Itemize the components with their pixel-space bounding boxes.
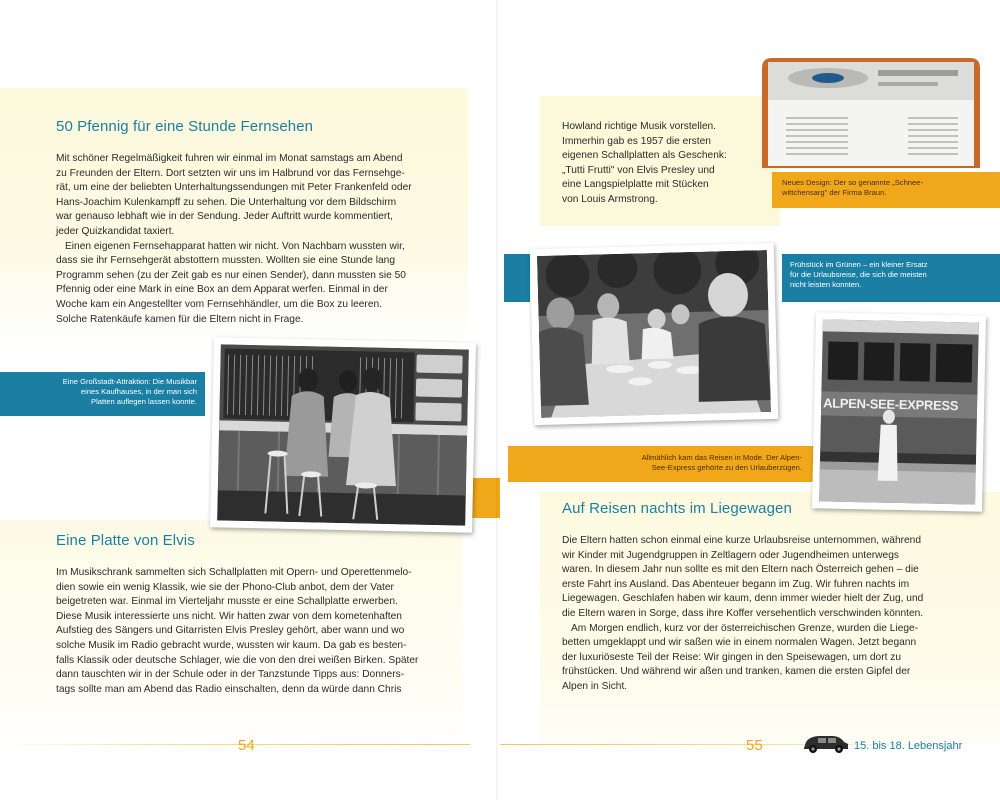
text-line: solche Musik im Radio gebracht wurde, wussten wir kaum. Da gab es besten-	[56, 639, 407, 651]
caption-line: nicht leisten konnten.	[790, 280, 862, 289]
text-line: Solche Ratenkäufe kamen für die Eltern nicht in Frage.	[56, 313, 304, 325]
paragraph-travel-2	[562, 622, 972, 695]
text-line: jeder Quizkandidat taxiert.	[56, 225, 175, 237]
photo-music-bar	[210, 337, 476, 532]
caption-line: Allmählich kam das Reisen in Mode. Der Alpen-	[641, 453, 802, 462]
caption-line: See-Express gehörte zu den Urlauberzügen.	[651, 463, 802, 472]
article-heading-elvis: Eine Platte von Elvis	[56, 532, 195, 549]
text-line: Immerhin gab es 1957 die ersten	[562, 135, 711, 147]
paragraph-elvis	[56, 566, 456, 697]
text-line: „Tutti Frutti" von Elvis Presley und	[562, 164, 715, 176]
text-line: betten umgeklappt und wir saßen wie in einem normalen Wagen. Jetzt begann	[562, 637, 917, 649]
page-number-left: 54	[238, 737, 255, 754]
article-body-travel	[562, 534, 972, 695]
article-body-elvis	[56, 566, 456, 697]
paragraph-travel-1	[562, 534, 972, 622]
article-continuation	[562, 120, 762, 208]
text-line: falls Klassik oder deutsche Schlager, wie die von den drei weißen Birken. Später	[56, 654, 419, 666]
text-line: Im Musikschrank sammelten sich Schallplatten mit Opern- und Operettenmelo-	[56, 567, 412, 578]
text-line: von Louis Armstrong.	[562, 193, 658, 205]
text-line: frühstücken. Und während wir aßen und tranken, kamen die ersten Gipfel der	[562, 666, 911, 678]
photo-radio	[758, 56, 984, 172]
text-line: beigetreten war. Einmal im Vierteljahr musste er eine Schallplatte erwerben.	[56, 596, 398, 608]
chapter-label: 15. bis 18. Lebensjahr	[854, 740, 963, 752]
photo-train	[812, 312, 986, 512]
text-line: war genauso lebhaft wie in der Sendung. Jeder Auftritt wurde kommentiert,	[56, 211, 393, 223]
text-line: dann tauschten wir in der Schule oder in der Tanzstunde Tipps aus: Donners-	[56, 669, 405, 681]
picnic-illustration	[537, 250, 771, 418]
article-body-tv	[56, 152, 456, 327]
caption-line: Eine Großstadt-Attraktion: Die Musikbar	[62, 377, 197, 386]
train-sign: ALPEN-SEE-EXPRESS	[823, 395, 959, 414]
caption-picnic	[782, 254, 1000, 302]
caption-design	[772, 172, 1000, 208]
caption-line: Frühstück im Grünen – ein kleiner Ersatz	[790, 260, 928, 269]
caption-line: wittchensarg" der Firma Braun.	[782, 188, 887, 197]
text-line: Diese Musik interessierte uns nicht. Wir hatten zwar von dem kometenhaften	[56, 610, 402, 622]
radio-phonograph-illustration	[758, 56, 984, 172]
text-line: Mit schöner Regelmäßigkeit fuhren wir einmal im Monat samstags am Abend	[56, 153, 403, 164]
paragraph-continuation	[562, 120, 762, 208]
caption-music-bar	[0, 372, 205, 416]
text-line: waren. In diesem Jahr nun sollte es mit den Eltern nach Österreich gehen – die	[562, 564, 919, 576]
caption-line: eines Kaufhauses, in der man sich	[80, 387, 197, 396]
text-line: Woche kam ein Angestellter vom Fernsehhändler, um die Box zu leeren.	[56, 298, 382, 310]
text-line: tags sollte man am Abend das Radio einschalten, denn da würde dann Chris	[56, 683, 402, 695]
music-bar-illustration	[217, 344, 469, 525]
car-icon	[800, 732, 852, 754]
text-line: rät, um eine der beliebten Unterhaltungssendungen mit Peter Frankenfeld oder	[56, 182, 412, 194]
text-line: wir Kinder mit Jugendgruppen in Zeltlagern oder Jugendheimen unterwegs	[562, 549, 899, 561]
text-line: die Eltern waren in Sorge, dass ihre Koffer versehentlich verschwinden könnten.	[562, 607, 924, 619]
text-line: erste Fahrt ins Ausland. Das Abenteuer begann im Zug. Wir fuhren nachts im	[562, 578, 910, 590]
text-line: Am Morgen endlich, kurz vor der österreichischen Grenze, wurden die Liege-	[571, 622, 919, 634]
text-line: Liegewagen. Geschlafen haben wir kaum, denn immer wieder hielt der Zug, und	[562, 593, 924, 605]
paragraph-tv-1	[56, 152, 456, 240]
text-line: Howland richtige Musik vorstellen.	[562, 121, 717, 132]
caption-line: Neues Design: Der so genannte „Schnee-	[782, 178, 923, 187]
text-line: Die Eltern hatten schon einmal eine kurze Urlaubsreise unternommen, während	[562, 535, 922, 546]
text-line: dien sowie ein wenig Klassik, wie sie der Phono-Club anbot, dem der Vater	[56, 581, 394, 593]
footer-rule-left	[0, 744, 470, 745]
text-line: Einen eigenen Fernsehapparat hatten wir nicht. Von Nachbarn wussten wir,	[65, 240, 405, 252]
photo-picnic	[530, 243, 779, 425]
text-line: Aufstieg des Sängers und Gitarristen Elvis Presley gehört, aber wann und wo	[56, 625, 405, 637]
text-line: eigenen Schallplatten als Geschenk:	[562, 150, 727, 162]
page-number-right: 55	[746, 737, 763, 754]
text-line: Pfennig oder eine Mark in eine Box an dem Apparat werfen. Einmal in der	[56, 284, 388, 296]
caption-line: für die Urlaubsreise, die sich die meisten	[790, 270, 927, 279]
text-line: der luxuriöseste Teil der Reise: Wir gingen in den Speisewagen, um dort zu	[562, 651, 902, 663]
paragraph-tv-2	[56, 240, 456, 328]
article-heading-travel: Auf Reisen nachts im Liegewagen	[562, 500, 792, 517]
text-line: Hans-Joachim Kulenkampff zu sehen. Die Unterhaltung vor dem Bildschirm	[56, 196, 397, 208]
caption-line: Platten auflegen lassen konnte.	[91, 397, 197, 406]
text-line: eine Langspielplatte mit Stücken	[562, 179, 709, 191]
text-line: dass sie ihr Fernsehgerät abstottern mussten. Wollten sie eine Stunde lang	[56, 255, 396, 267]
right-page	[500, 0, 1000, 800]
blue-tab-right	[504, 254, 530, 302]
caption-travel	[508, 446, 816, 482]
text-line: zu Freunden der Eltern. Dort setzten wir uns im Halbrund vor das Fernsehge-	[56, 167, 405, 179]
text-line: Alpen in Sicht.	[562, 680, 628, 692]
text-line: Programm sehen (zu der Zeit gab es nur einen Sender), dann mussten sie 50	[56, 269, 406, 281]
article-heading-tv: 50 Pfennig für eine Stunde Fernsehen	[56, 118, 314, 135]
